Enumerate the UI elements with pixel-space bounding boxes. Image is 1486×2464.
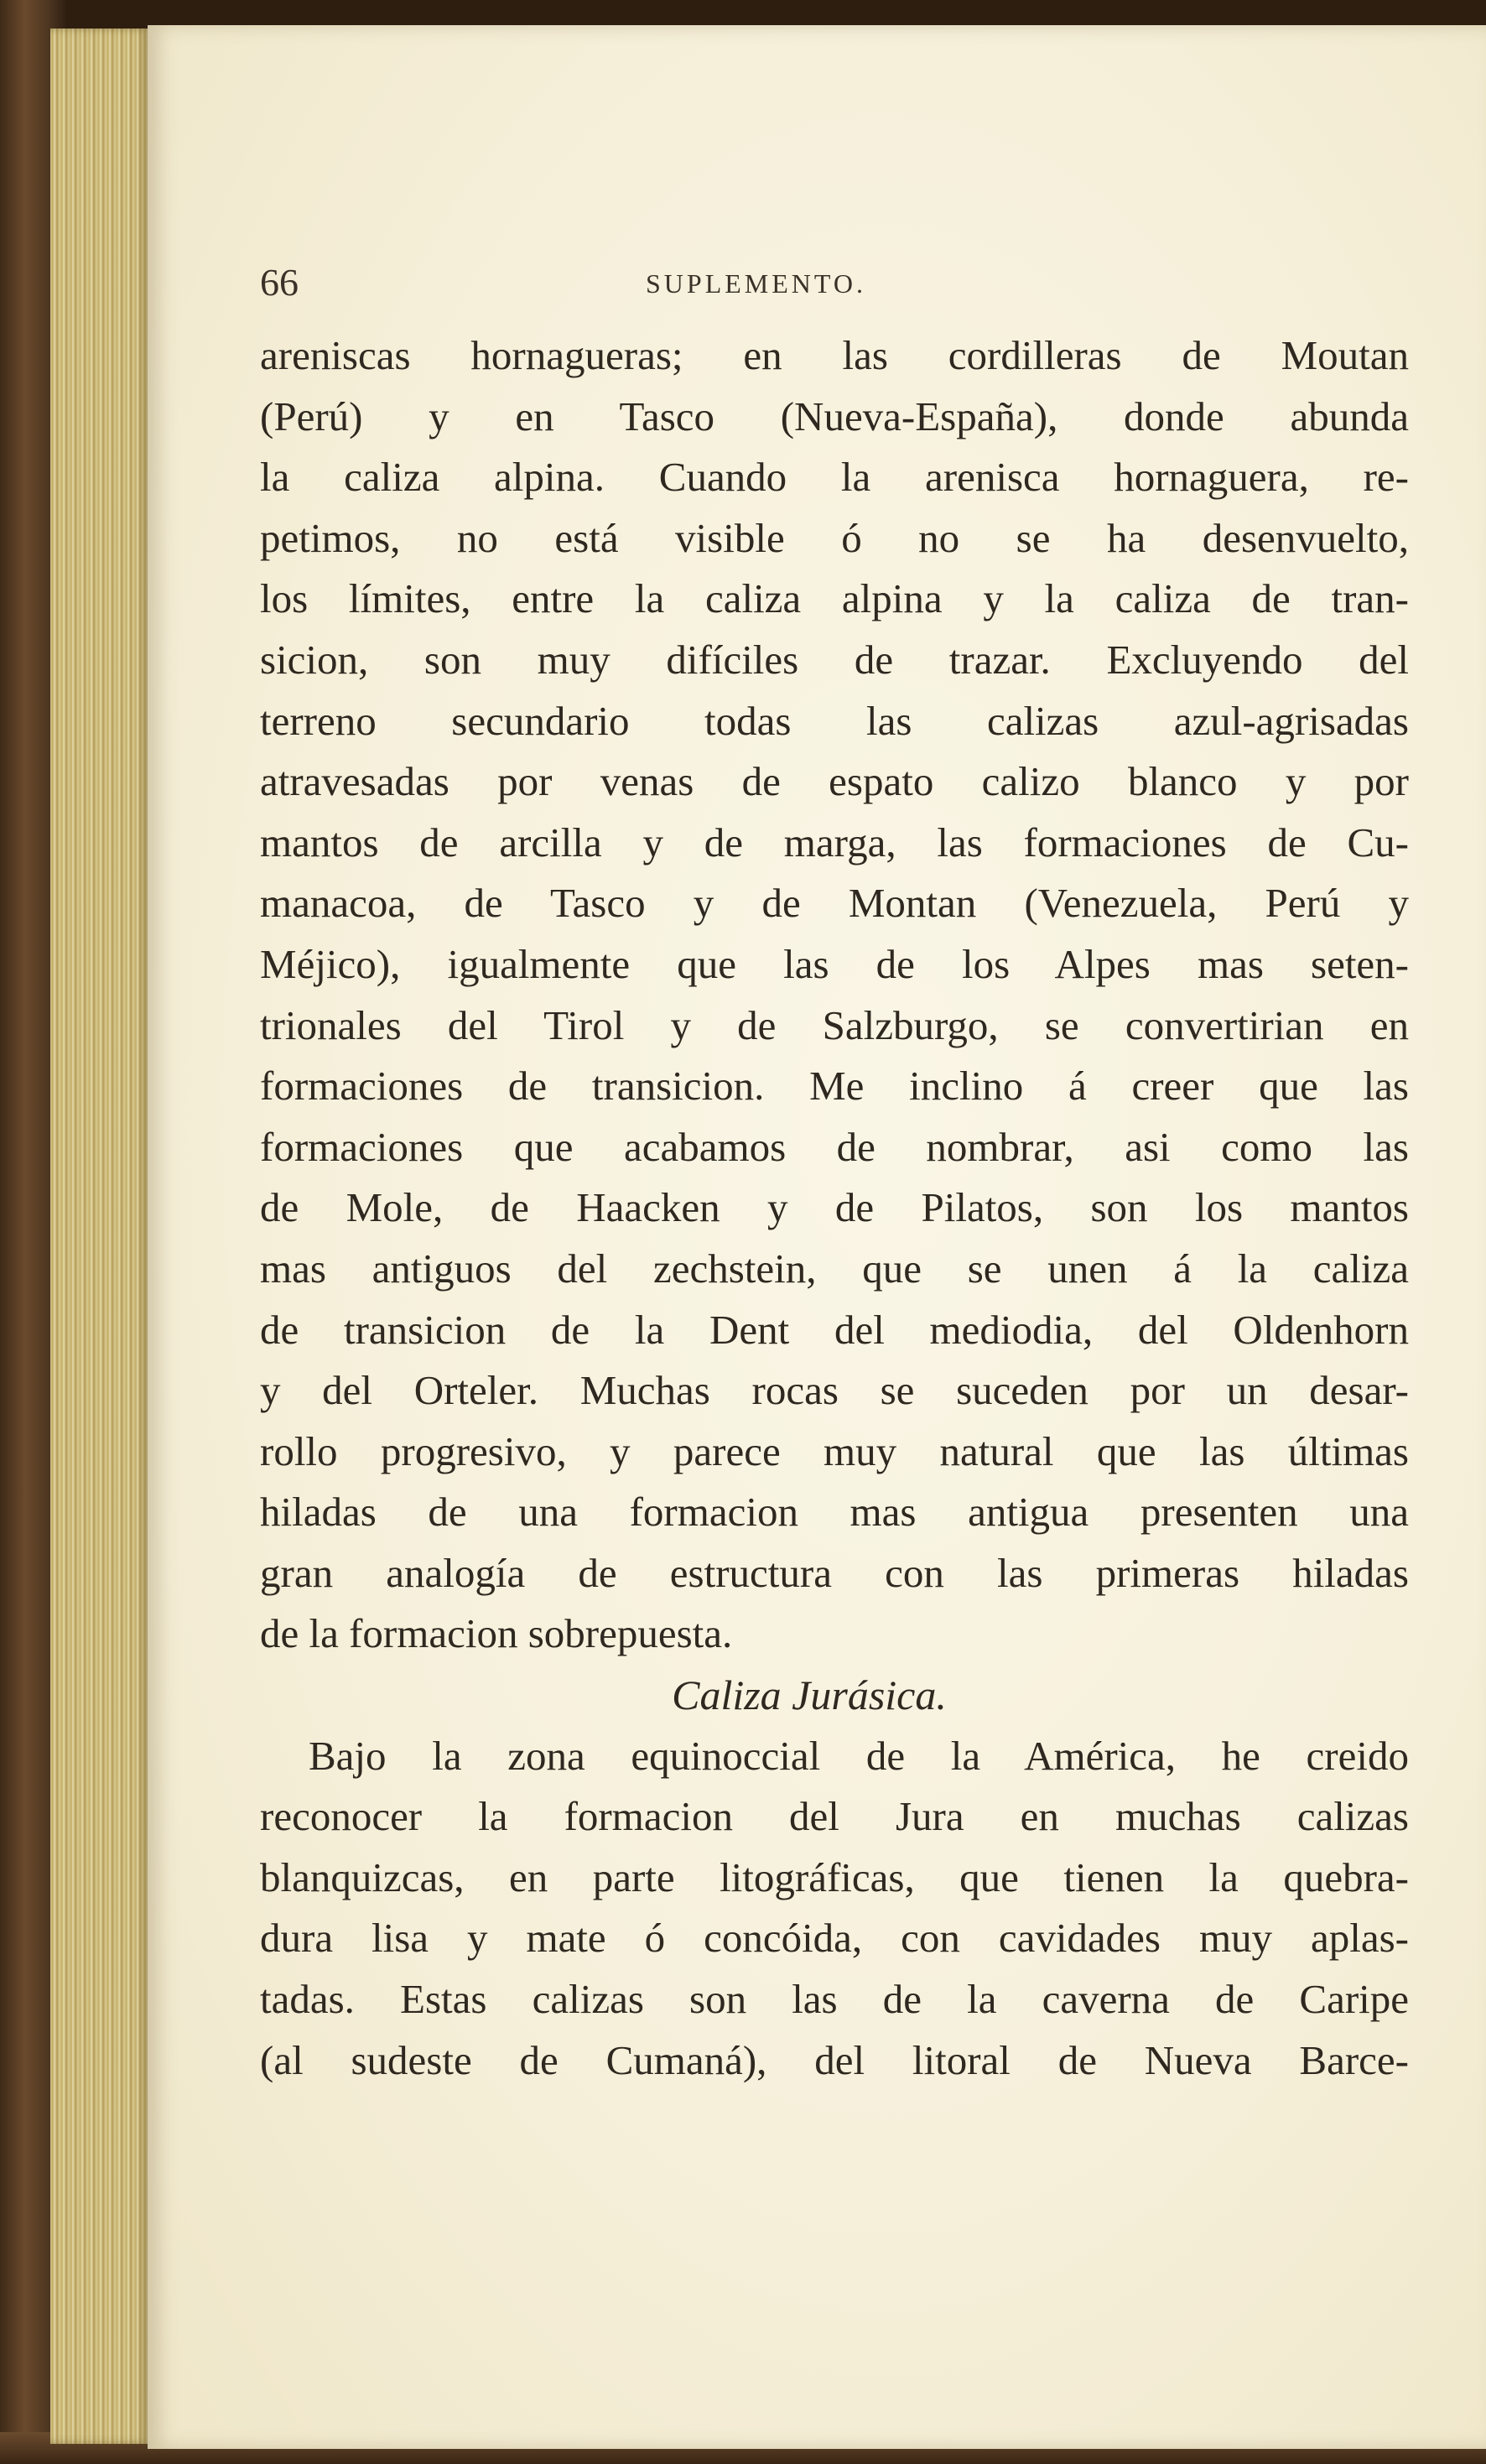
text-line: de transicion de la Dent del mediodia, del Oldenhorn (260, 1306, 1409, 1353)
page-number: 66 (260, 261, 299, 304)
text-line: gran analogía de estructura con las primeras hiladas (260, 1549, 1409, 1596)
text-line: mas antiguos del zechstein, que se unen á la caliza (260, 1245, 1409, 1292)
text-line: blanquizcas, en parte litográficas, que tienen la quebra- (260, 1853, 1409, 1900)
text-line: (Perú) y en Tasco (Nueva-España), donde abunda (260, 392, 1409, 439)
text-line: sicion, son muy difíciles de trazar. Excluyendo del (260, 636, 1409, 683)
text-line: dura lisa y mate ó concóida, con cavidades muy aplas- (260, 1915, 1409, 1962)
text-line: petimos, no está visible ó no se ha desenvuelto, (260, 514, 1409, 561)
text-line: de la formacion sobrepuesta. (260, 1610, 733, 1657)
text-line: manacoa, de Tasco y de Montan (Venezuela, Perú y (260, 880, 1409, 927)
text-line: Bajo la zona equinoccial de la América, he creido (309, 1732, 1409, 1779)
page-body (260, 325, 1409, 2091)
text-line: formaciones que acabamos de nombrar, asi como las (260, 1123, 1409, 1170)
text-line: areniscas hornagueras; en las cordilleras de Moutan (260, 332, 1409, 378)
text-line: hiladas de una formacion mas antigua presenten una (260, 1489, 1409, 1536)
text-line: la caliza alpina. Cuando la arenisca hornaguera, re- (260, 454, 1409, 501)
text-line: de Mole, de Haacken y de Pilatos, son los mantos (260, 1184, 1409, 1231)
paragraph-2 (260, 1726, 1409, 2092)
text-line: atravesadas por venas de espato calizo blanco y por (260, 758, 1409, 805)
text-line: los límites, entre la caliza alpina y la caliza de tran- (260, 575, 1409, 622)
text-line: y del Orteler. Muchas rocas se suceden por un desar- (260, 1367, 1409, 1414)
text-line: mantos de arcilla y de marga, las formaciones de Cu- (260, 819, 1409, 866)
text-line: (al sudeste de Cumaná), del litoral de Nueva Barce- (260, 2036, 1409, 2083)
text-line: terreno secundario todas las calizas azul-agrisadas (260, 697, 1409, 744)
text-line: Méjico), igualmente que las de los Alpes mas seten- (260, 940, 1409, 987)
section-heading: Caliza Jurásica. (672, 1671, 947, 1719)
page-header (260, 260, 1409, 310)
text-line: reconocer la formacion del Jura en muchas calizas (260, 1793, 1409, 1840)
text-line: trionales del Tirol y de Salzburgo, se convertirian en (260, 1001, 1409, 1048)
gilt-page-edges (50, 29, 149, 2444)
text-line: tadas. Estas calizas son las de la caverna de Caripe (260, 1976, 1409, 2023)
text-line: formaciones de transicion. Me inclino á creer que las (260, 1063, 1409, 1110)
text-line: rollo progresivo, y parece muy natural que las últimas (260, 1427, 1409, 1474)
paragraph-1 (260, 325, 1409, 1665)
running-head: SUPLEMENTO. (646, 268, 866, 299)
